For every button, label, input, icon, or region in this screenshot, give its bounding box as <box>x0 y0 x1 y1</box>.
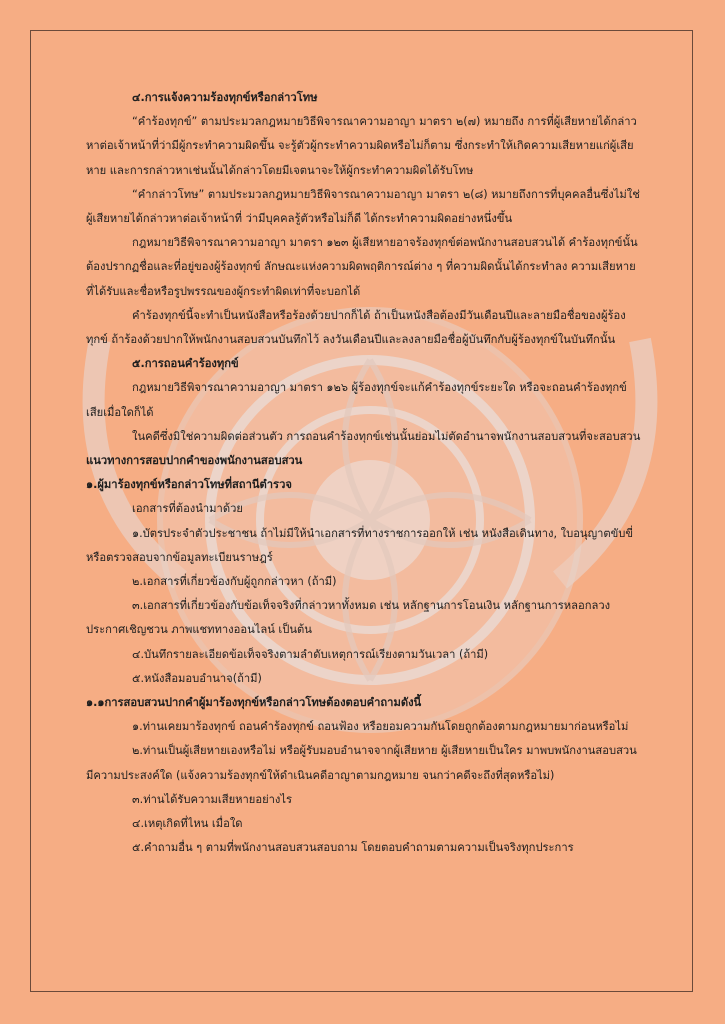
question-item: ๓.ท่านได้รับความเสียหายอย่างไร <box>132 792 293 806</box>
section-4-paragraph: “คำกล่าวโทษ” ตามประมวลกฎหมายวิธีพิจารณาความอาญา มาตรา ๒(๘) หมายถึงการที่บุคคลอื่นซึ่งไม่ใช่ผู้เสียหายได้กล่าวหาต่อเจ้าหน้าที่ ว่ามีบุคคลรู้ตัวหรือไม่ก็ดี ได้กระทำความผิดอย่างหนึ่งขึ้น <box>86 187 640 226</box>
docs-label: เอกสารที่ต้องนำมาด้วย <box>132 502 243 516</box>
guide-heading: แนวทางการสอบปากคำของพนักงานสอบสวน <box>86 454 303 468</box>
docs-item: ๕.หนังสือมอบอำนาจ(ถ้ามี) <box>132 671 262 685</box>
section-5-paragraph: กฎหมายวิธีพิจารณาความอาญา มาตรา ๑๒๖ ผู้ร้องทุกข์จะแก้คำร้องทุกข์ระยะใด หรือจะถอนคำร้องทุกข์เสียเมื่อใดก็ได้ <box>86 381 627 419</box>
docs-item: ๒.เอกสารที่เกี่ยวข้องกับผู้ถูกกล่าวหา (ถ้ามี) <box>132 575 337 589</box>
docs-item: ๑.บัตรประจำตัวประชาชน ถ้าไม่มีให้นำเอกสารที่ทางราชการออกให้ เช่น หนังสือเดินทาง, ใบอนุญาตขับขี่ หรือตรวจสอบจากข้อมูลทะเบียนราษฎร์ <box>86 526 634 564</box>
docs-item: ๔.บันทึกรายละเอียดข้อเท็จจริงตามลำดับเหตุการณ์เรียงตามวันเวลา (ถ้ามี) <box>132 647 489 661</box>
guide-subheading: ๑.ผู้มาร้องทุกข์หรือกล่าวโทษที่สถานีตำรวจ <box>86 478 292 492</box>
section-4-heading: ๔.การแจ้งความร้องทุกข์หรือกล่าวโทษ <box>132 91 318 104</box>
section-4-paragraph: “คำร้องทุกข์” ตามประมวลกฎหมายวิธีพิจารณาความอาญา มาตรา ๒(๗) หมายถึง การที่ผู้เสียหายได้กล่าวหาต่อเจ้าหน้าที่ว่ามีผู้กระทำความผิดขึ้น จะรู้ตัวผู้กระทำความผิดหรือไม่ก็ตาม ซึ่งกระทำให้เกิดความเสียหายแก่ผู้เสียหาย และการกล่าวหาเช่นนั้นได้กล่าวโดยมีเจตนาจะให้ผู้กระทำความผิดได้รับโทษ <box>86 115 637 177</box>
document-body <box>86 86 642 861</box>
docs-item: ๓.เอกสารที่เกี่ยวข้องกับข้อเท็จจริงที่กล่าวหาทั้งหมด เช่น หลักฐานการโอนเงิน หลักฐานการหลอกลวง ประกาศเชิญชวน ภาพแชททางออนไลน์ เป็นต้น <box>86 599 611 637</box>
question-item: ๑.ท่านเคยมาร้องทุกข์ ถอนคำร้องทุกข์ ถอนฟ้อง หรือยอมความกันโดยถูกต้องตามกฎหมายมาก่อนหรือไม่ <box>132 720 629 734</box>
question-item: ๔.เหตุเกิดที่ไหน เมื่อใด <box>132 817 243 831</box>
question-item: ๕.คำถามอื่น ๆ ตามที่พนักงานสอบสวนสอบถาม โดยตอบคำถามตามความเป็นจริงทุกประการ <box>132 841 574 855</box>
section-5-heading: ๕.การถอนคำร้องทุกข์ <box>132 357 239 371</box>
guide-subheading: ๑.๑การสอบสวนปากคำผู้มาร้องทุกข์หรือกล่าวโทษต้องตอบคำถามดังนี้ <box>86 696 422 710</box>
section-4-paragraph: กฎหมายวิธีพิจารณาความอาญา มาตรา ๑๒๓ ผู้เสียหายอาจร้องทุกข์ต่อพนักงานสอบสวนได้ คำร้องทุกข์นั้นต้องปรากฏชื่อและที่อยู่ของผู้ร้องทุกข์ ลักษณะแห่งความผิดพฤติการณ์ต่าง ๆ ที่ความผิดนั้นได้กระทำลง ความเสียหายที่ได้รับและชื่อหรือรูปพรรณของผู้กระทำผิดเท่าที่จะบอกได้ <box>86 236 638 298</box>
question-item: ๒.ท่านเป็นผู้เสียหายเองหรือไม่ หรือผู้รับมอบอำนาจจากผู้เสียหาย ผู้เสียหายเป็นใคร มาพบพนักงานสอบสวนมีความประสงค์ใด (แจ้งความร้องทุกข์ให้ดำเนินคดีอาญาตามกฎหมาย จนกว่าคดีจะถึงที่สุดหรือไม่) <box>86 744 637 782</box>
section-4-paragraph: คำร้องทุกข์นี้จะทำเป็นหนังสือหรือร้องด้วยปากก็ได้ ถ้าเป็นหนังสือต้องมีวันเดือนปีและลายมือชื่อของผู้ร้องทุกข์ ถ้าร้องด้วยปากให้พนักงานสอบสวนบันทึกไว้ ลงวันเดือนปีและลงลายมือชื่อผู้บันทึกกับผู้ร้องทุกข์ในบันทึกนั้น <box>86 308 626 347</box>
section-5-paragraph: ในคดีซึ่งมิใช่ความผิดต่อส่วนตัว การถอนคำร้องทุกข์เช่นนั้นย่อมไม่ตัดอำนาจพนักงานสอบสวนที่จะสอบสวน <box>132 429 641 443</box>
